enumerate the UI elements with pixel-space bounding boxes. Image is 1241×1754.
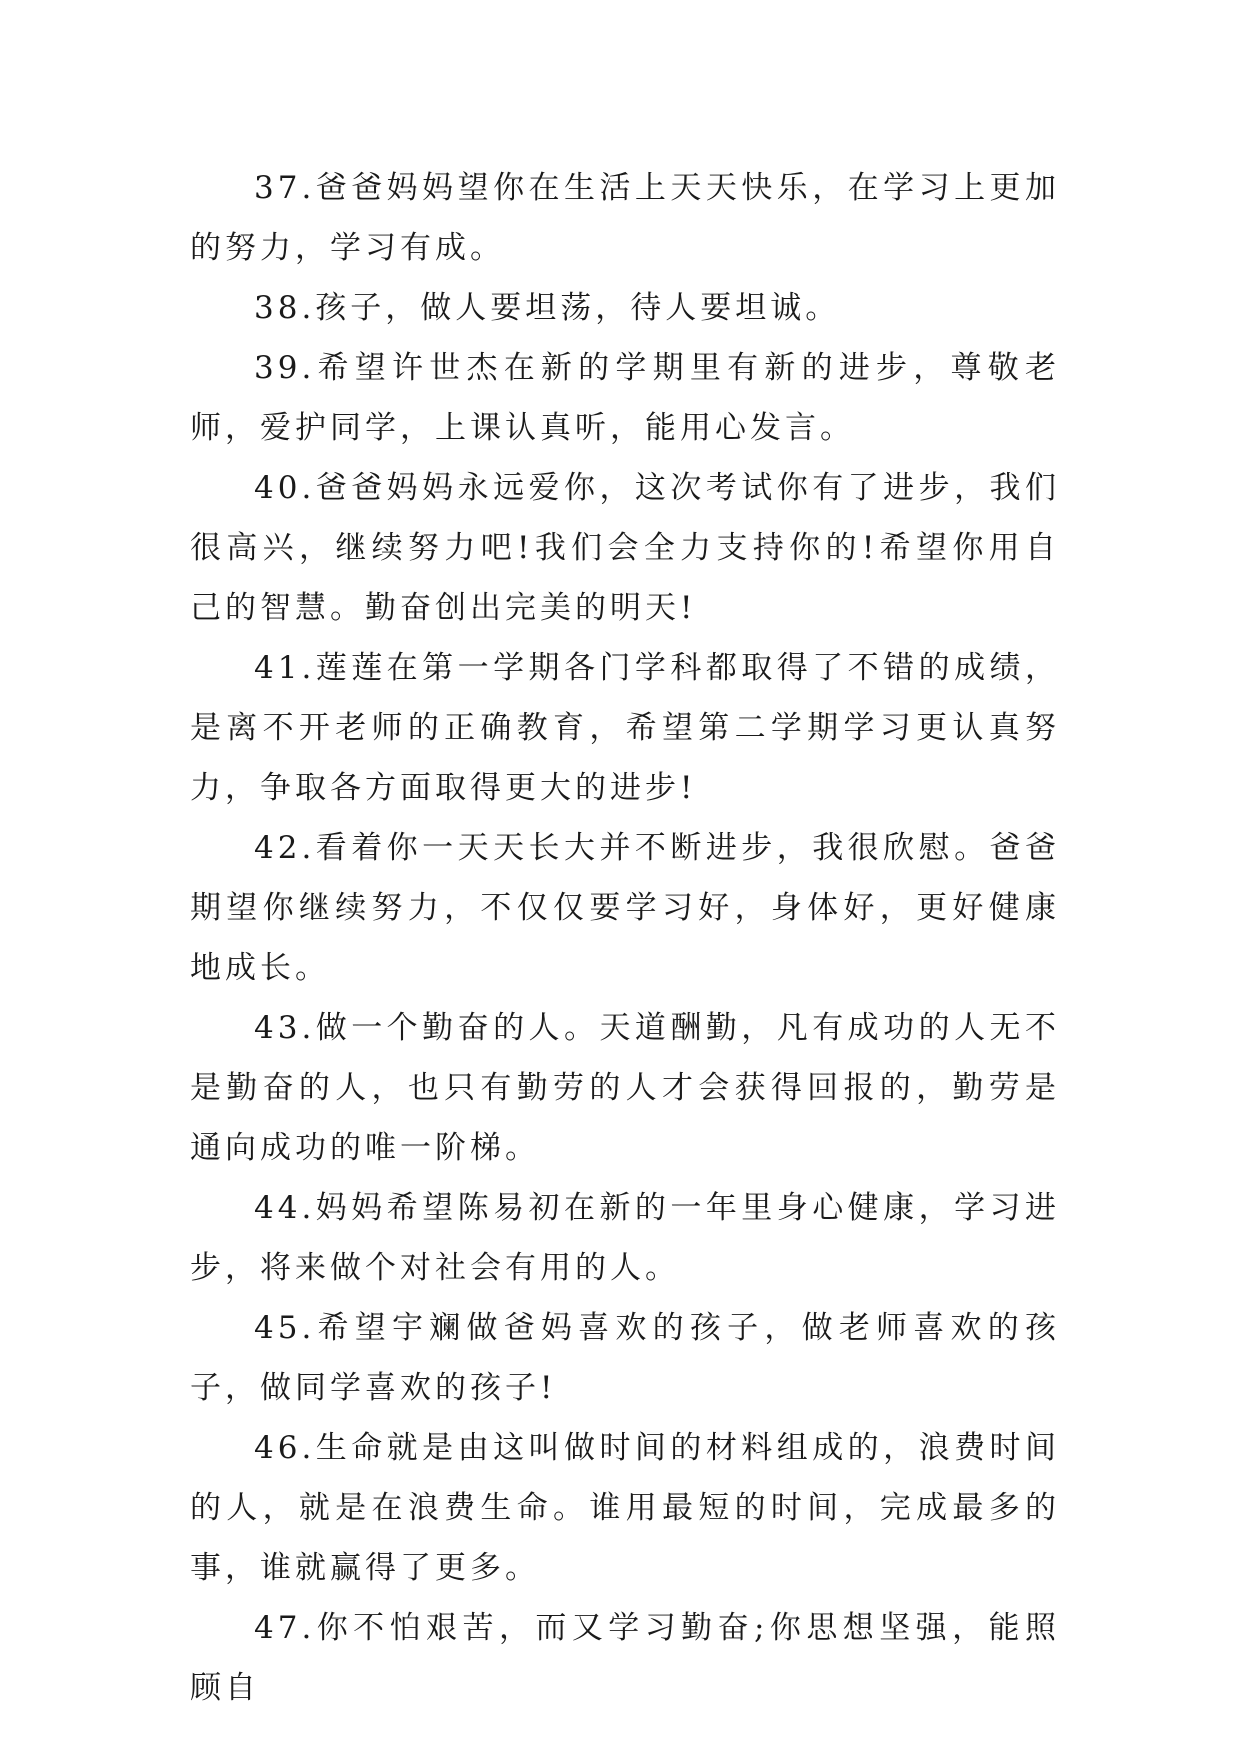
paragraph-41: 41.莲莲在第一学期各门学科都取得了不错的成绩，是离不开老师的正确教育，希望第二学期学习更认真努力，争取各方面取得更大的进步! [190, 650, 1060, 806]
paragraph-45: 45.希望宇斓做爸妈喜欢的孩子，做老师喜欢的孩子，做同学喜欢的孩子! [190, 1310, 1060, 1406]
paragraph-46: 46.生命就是由这叫做时间的材料组成的，浪费时间的人，就是在浪费生命。谁用最短的时间，完成最多的事，谁就赢得了更多。 [190, 1430, 1060, 1586]
paragraph-43: 43.做一个勤奋的人。天道酬勤，凡有成功的人无不是勤奋的人，也只有勤劳的人才会获得回报的，勤劳是通向成功的唯一阶梯。 [190, 1010, 1060, 1166]
document-page [190, 158, 1060, 1718]
paragraph-47: 47.你不怕艰苦，而又学习勤奋;你思想坚强，能照顾自 [190, 1610, 1060, 1706]
paragraph-37: 37.爸爸妈妈望你在生活上天天快乐，在学习上更加的努力，学习有成。 [190, 170, 1060, 266]
paragraph-42: 42.看着你一天天长大并不断进步，我很欣慰。爸爸期望你继续努力，不仅仅要学习好，身体好，更好健康地成长。 [190, 830, 1060, 986]
paragraph-40: 40.爸爸妈妈永远爱你，这次考试你有了进步，我们很高兴，继续努力吧!我们会全力支持你的!希望你用自己的智慧。勤奋创出完美的明天! [190, 470, 1060, 626]
paragraph-38: 38.孩子，做人要坦荡，待人要坦诚。 [254, 290, 841, 326]
paragraph-39: 39.希望许世杰在新的学期里有新的进步，尊敬老师，爱护同学，上课认真听，能用心发言。 [190, 350, 1060, 446]
paragraph-44: 44.妈妈希望陈易初在新的一年里身心健康，学习进步，将来做个对社会有用的人。 [190, 1190, 1060, 1286]
